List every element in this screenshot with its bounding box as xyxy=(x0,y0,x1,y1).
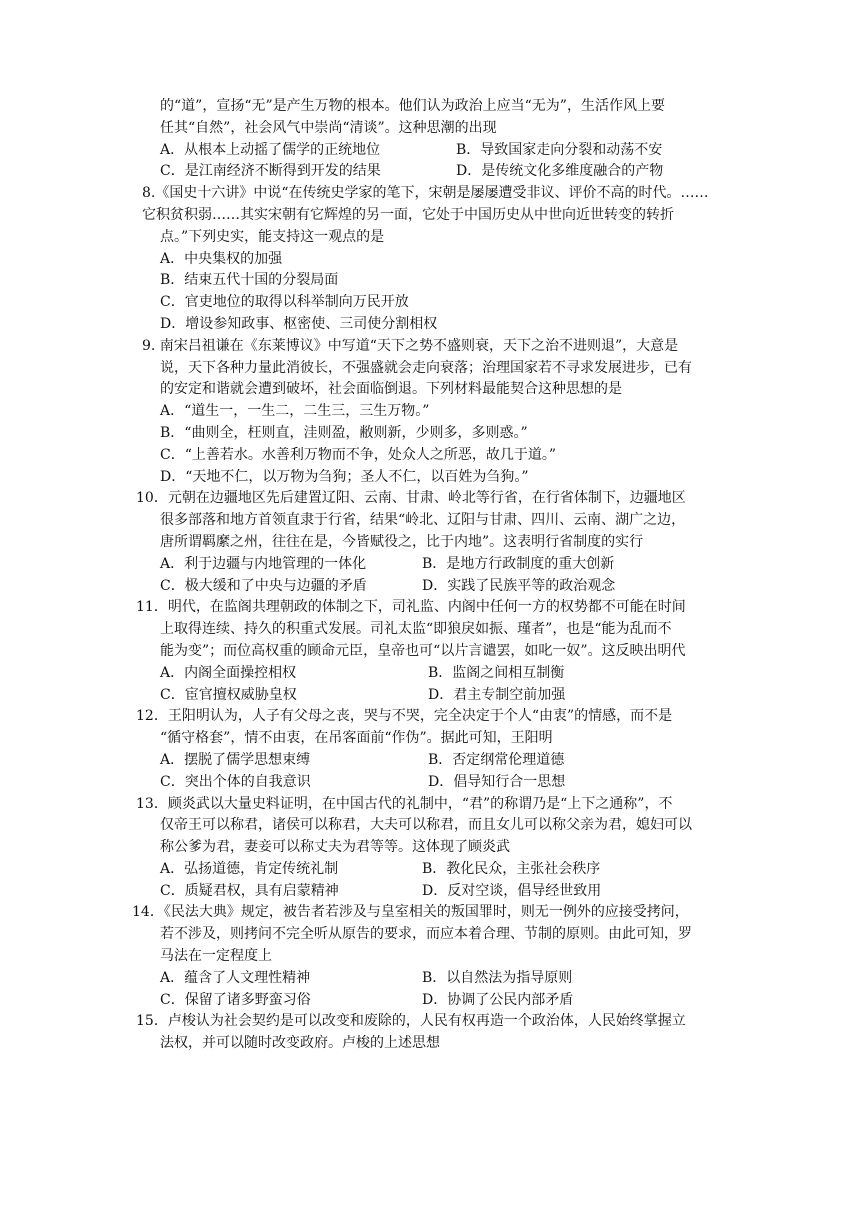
option-c[interactable]: C．“上善若水。水善利万物而不争，处众人之所恶，故几于道。” xyxy=(160,446,557,463)
option-b[interactable]: B．否定纲常伦理道德 xyxy=(428,751,565,768)
exam-page xyxy=(132,96,748,1055)
question-8-stem-line-3: 点。”下列史实，能支持这一观点的是 xyxy=(160,228,385,245)
question-9-stem-line-1: 9. 南宋吕祖谦在《东莱博议》中写道“天下之势不盛则衰，天下之治不进则退”，大意是 xyxy=(142,337,679,354)
question-13-stem-line-1: 13．顾炎武以大量史料证明，在中国古代的礼制中，“君”的称谓乃是“上下之通称”，不 xyxy=(136,795,673,812)
option-a[interactable]: A．弘扬道德，肯定传统礼制 xyxy=(160,860,339,877)
question-13 xyxy=(136,794,748,903)
question-12-stem-line-2: “循守格套”，情不由衷，在吊客面前“作伪”。据此可知，王阳明 xyxy=(160,730,553,747)
question-13-options-row-1 xyxy=(136,859,748,881)
option-d[interactable]: D．君主专制空前加强 xyxy=(428,686,566,703)
option-b[interactable]: B．教化民众，主张社会秩序 xyxy=(422,860,601,877)
question-9-stem-line-2: 说，天下各种力量此消彼长，不强盛就会走向衰落；治理国家若不寻求发展进步，已有 xyxy=(160,359,692,376)
option-c[interactable]: C．官吏地位的取得以科举制向万民开放 xyxy=(160,294,409,311)
option-a[interactable]: A．中央集权的加强 xyxy=(160,250,283,267)
option-b[interactable]: B．“曲则全，枉则直，洼则盈，敝则新，少则多，多则惑。” xyxy=(160,424,528,441)
option-b[interactable]: B．导致国家走向分裂和动荡不安 xyxy=(456,141,663,158)
question-14 xyxy=(132,902,748,1011)
question-10 xyxy=(136,488,748,597)
question-15-stem-line-1: 15．卢梭认为社会契约是可以改变和废除的，人民有权再造一个政治体，人民始终掌握立 xyxy=(136,1013,686,1030)
option-d[interactable]: D．倡导知行合一思想 xyxy=(428,773,566,790)
question-9-stem-line-3: 的安定和谐就会遭到破坏，社会面临倒退。下列材料最能契合这种思想的是 xyxy=(160,381,622,398)
question-10-stem-line-1: 10．元朝在边疆地区先后建置辽阳、云南、甘肃、岭北等行省，在行省体制下，边疆地区 xyxy=(136,490,686,507)
option-a[interactable]: A．内阁全面操控相权 xyxy=(160,664,297,681)
question-7-line-2: 任其“自然”，社会风气中崇尚“清谈”。这种思潮的出现 xyxy=(160,119,497,136)
question-11-stem-line-3: 能为变”；而位高权重的顾命元臣，皇帝也可“以片言谴罢，如叱一奴”。这反映出明代 xyxy=(160,642,686,659)
option-b[interactable]: B．是地方行政制度的重大创新 xyxy=(422,555,615,572)
option-a[interactable]: A．利于边疆与内地管理的一体化 xyxy=(160,555,367,572)
question-7-options-row-2 xyxy=(136,161,748,183)
question-10-stem-line-2: 很多部落和地方首领直隶于行省，结果“岭北、辽阳与甘肃、四川、云南、湖广之边， xyxy=(160,512,686,529)
question-10-stem-line-3: 唐所谓羁縻之州，往往在是，今皆赋役之，比于内地”。这表明行省制度的实行 xyxy=(160,533,644,550)
question-9 xyxy=(136,336,748,489)
option-a[interactable]: A．“道生一，一生二，二生三，三生万物。” xyxy=(160,403,430,420)
option-a[interactable]: A．蕴含了人文理性精神 xyxy=(160,969,311,986)
question-14-stem-line-3: 马法在一定程度上 xyxy=(160,948,272,965)
option-c[interactable]: C．是江南经济不断得到开发的结果 xyxy=(160,163,381,180)
question-7 xyxy=(136,96,748,183)
option-d[interactable]: D．实践了民族平等的政治观念 xyxy=(422,577,616,594)
option-a[interactable]: A．摆脱了儒学思想束缚 xyxy=(160,751,311,768)
option-b[interactable]: B．结束五代十国的分裂局面 xyxy=(160,272,339,289)
question-11-stem-line-1: 11．明代，在监阁共理朝政的体制之下，司礼监、内阁中任何一方的权势都不可能在时间 xyxy=(136,599,686,616)
question-7-line-1: 的“道”，宣扬“无”是产生万物的根本。他们认为政治上应当“无为”，生活作风上要 xyxy=(160,98,665,114)
option-a[interactable]: A．从根本上动摇了儒学的正统地位 xyxy=(160,141,381,158)
question-14-stem-line-2: 若不涉及，则拷问不完全听从原告的要求，而应本着合理、节制的原则。由此可知，罗 xyxy=(160,926,692,943)
question-10-options-row-2 xyxy=(136,576,748,598)
question-13-stem-line-2: 仅帝王可以称君，诸侯可以称君，大夫可以称君，而且女儿可以称父亲为君，媳妇可以 xyxy=(160,817,692,834)
option-c[interactable]: C．突出个体的自我意识 xyxy=(160,773,311,790)
option-c[interactable]: C．宦官擅权威胁皇权 xyxy=(160,686,297,703)
option-c[interactable]: C．质疑君权，具有启蒙精神 xyxy=(160,882,339,899)
option-c[interactable]: C．保留了诸多野蛮习俗 xyxy=(160,991,311,1008)
question-15-stem-line-2: 法权，并可以随时改变政府。卢梭的上述思想 xyxy=(160,1035,440,1052)
question-11-stem-line-2: 上取得连续、持久的积重式发展。司礼太监“即狼戾如振、瑾者”，也是“能为乱而不 xyxy=(160,621,672,638)
question-14-stem-line-1: 14．《民法大典》规定，被告者若涉及与皇室相关的叛国罪时，则无一例外的应接受拷问， xyxy=(132,904,689,921)
question-14-options-row-2 xyxy=(136,990,748,1012)
question-13-stem-line-3: 称公爹为君，妻妾可以称丈夫为君等等。这体现了顾炎武 xyxy=(160,839,510,856)
question-11 xyxy=(136,597,748,706)
option-d[interactable]: D．协调了公民内部矛盾 xyxy=(422,991,574,1008)
question-12-options-row-2 xyxy=(136,772,748,794)
question-12-stem-line-1: 12．王阳明认为，人子有父母之丧，哭与不哭，完全决定于个人“由衷”的情感，而不是 xyxy=(136,708,673,725)
question-8-stem-line-1: 8.《国史十六讲》中说“在传统史学家的笔下，宋朝是屡屡遭受非议、评价不高的时代。…… xyxy=(142,185,709,202)
question-8-stem-line-2: 它积贫积弱……其实宋朝有它辉煌的另一面，它处于中国历史从中世向近世转变的转折 xyxy=(142,206,674,223)
question-11-options-row-1 xyxy=(136,663,748,685)
question-12-options-row-1 xyxy=(136,750,748,772)
option-c[interactable]: C．极大缓和了中央与边疆的矛盾 xyxy=(160,577,367,594)
question-7-options-row-1 xyxy=(136,140,748,162)
option-d[interactable]: D．增设参知政事、枢密使、三司使分割相权 xyxy=(160,315,438,332)
question-8 xyxy=(136,183,748,336)
option-d[interactable]: D．是传统文化多维度融合的产物 xyxy=(456,163,664,180)
question-12 xyxy=(136,706,748,793)
option-b[interactable]: B．监阁之间相互制衡 xyxy=(428,664,565,681)
question-14-options-row-1 xyxy=(136,968,748,990)
question-11-options-row-2 xyxy=(136,685,748,707)
option-d[interactable]: D．反对空谈，倡导经世致用 xyxy=(422,882,602,899)
question-10-options-row-1 xyxy=(136,554,748,576)
option-b[interactable]: B．以自然法为指导原则 xyxy=(422,969,573,986)
question-13-options-row-2 xyxy=(136,881,748,903)
option-d[interactable]: D．“天地不仁，以万物为刍狗；圣人不仁，以百姓为刍狗。” xyxy=(160,468,529,485)
question-15 xyxy=(136,1011,748,1055)
